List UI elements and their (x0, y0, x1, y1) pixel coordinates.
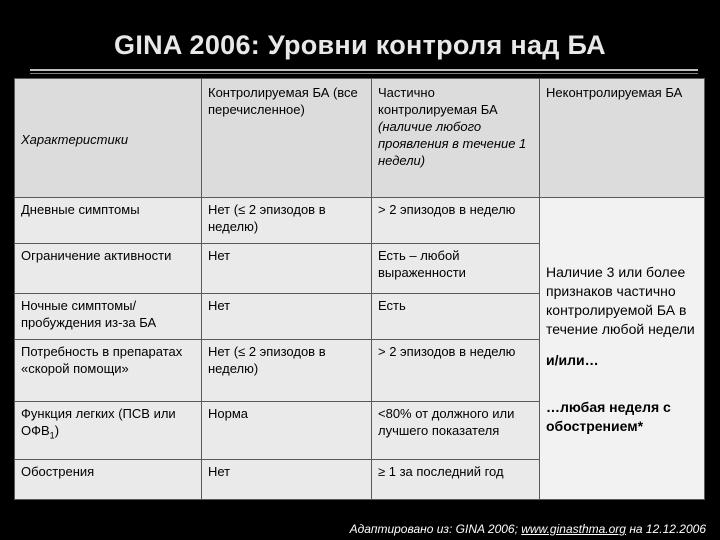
title-divider (30, 69, 698, 71)
slide-title: GINA 2006: Уровни контроля над БА (114, 30, 606, 60)
row-characteristic: Дневные симптомы (15, 198, 202, 244)
uncontrolled-main: Наличие 3 или более признаков частично контролируемой БА в течение любой недели (546, 263, 695, 337)
header-partial (372, 79, 540, 198)
source-citation (350, 522, 706, 536)
header-characteristics: Характеристики (15, 79, 202, 198)
row-characteristic: Ограничение активности (15, 244, 202, 294)
row-partial: Есть (372, 294, 540, 340)
row-partial: > 2 эпизодов в неделю (372, 340, 540, 402)
row-characteristic: Потребность в препаратах «скорой помощи» (15, 340, 202, 402)
row-controlled: Нет (202, 294, 372, 340)
row-partial: > 2 эпизодов в неделю (372, 198, 540, 244)
header-uncontrolled: Неконтролируемая БА (540, 79, 705, 198)
uncontrolled-exacerbation: …любая неделя с обострением* (546, 398, 671, 434)
header-partial-note: (наличие любого проявления в течение 1 недели) (378, 119, 527, 168)
source-link[interactable]: www.ginasthma.org (521, 522, 626, 536)
header-row (15, 79, 705, 198)
row-characteristic: Функция легких (ПСВ или $ОФВ_1$) (15, 402, 202, 460)
row-controlled: Норма (202, 402, 372, 460)
row-controlled: Нет (≤ 2 эпизодов в неделю) (202, 340, 372, 402)
header-partial-title: Частично контролируемая БА (378, 85, 498, 117)
uncontrolled-and-or: и/или… (546, 351, 599, 368)
title-divider-shadow (30, 73, 698, 74)
row-controlled: Нет (202, 460, 372, 500)
row-controlled: Нет (≤ 2 эпизодов в неделю) (202, 198, 372, 244)
row-characteristic: Обострения (15, 460, 202, 500)
source-suffix: на 12.12.2006 (625, 522, 706, 536)
asthma-control-table (14, 78, 705, 500)
row-characteristic: Ночные симптомы/ пробуждения из-за БА (15, 294, 202, 340)
uncontrolled-criteria (540, 198, 705, 500)
source-prefix: Адаптировано из: GINA 2006; (349, 522, 522, 536)
row-partial: Есть – любой выраженности (372, 244, 540, 294)
row-partial: <80% от должного или лучшего показателя (372, 402, 540, 460)
footnote: *По определению, неделя с обострением – это неделя неконтролируемой БА. (22, 499, 489, 513)
header-controlled: Контролируемая БА (все перечисленное) (202, 79, 372, 198)
row-partial: ≥ 1 за последний год (372, 460, 540, 500)
row-controlled: Нет (202, 244, 372, 294)
table-row (15, 198, 705, 244)
